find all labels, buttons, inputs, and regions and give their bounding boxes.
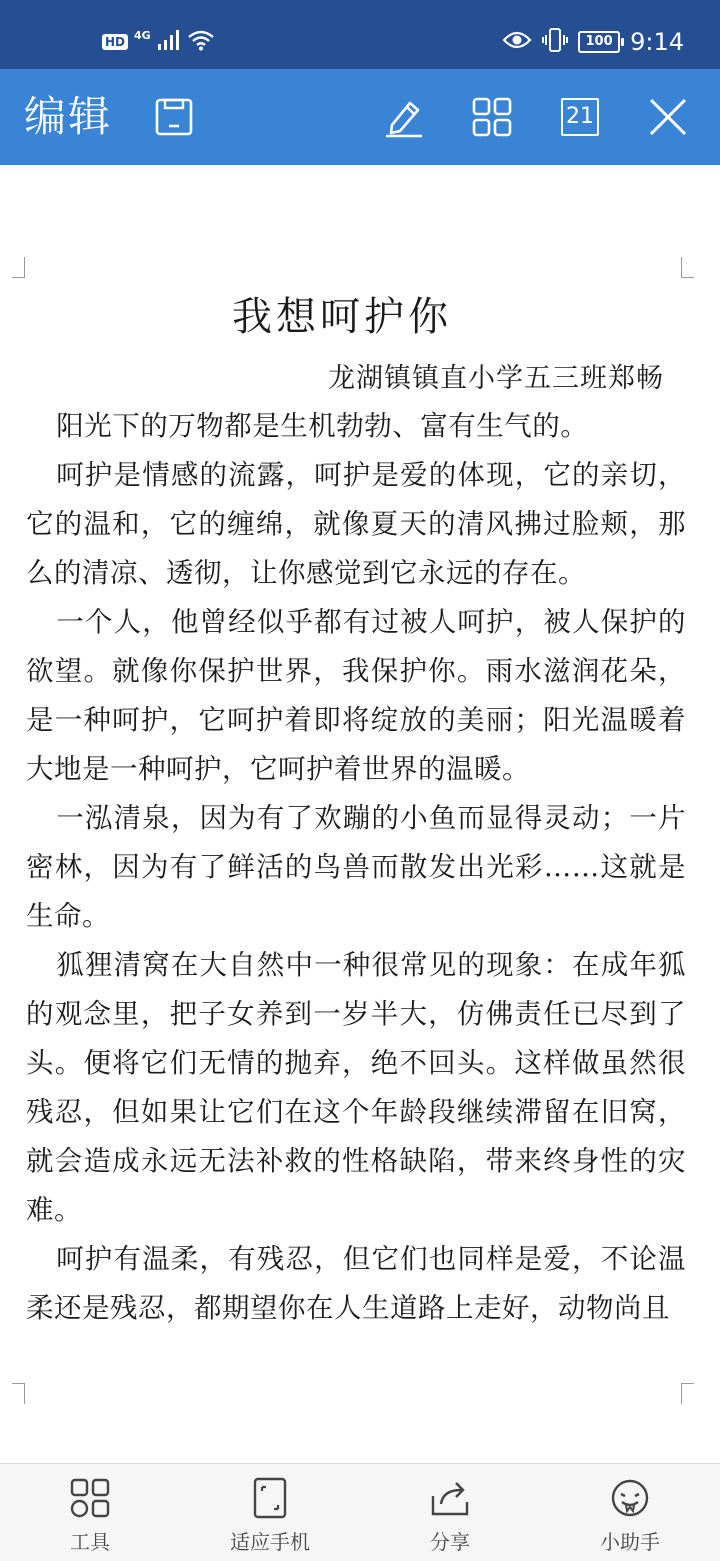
paragraph: 一泓清泉，因为有了欢蹦的小鱼而显得灵动；一片密林，因为有了鲜活的鸟兽而散发出光彩……这就是生命。 [26, 802, 686, 932]
pen-icon[interactable] [382, 95, 426, 139]
hd-badge: HD [102, 34, 128, 50]
fit-screen-icon [248, 1476, 292, 1520]
clock: 9:14 [630, 28, 684, 56]
tools-label: 工具 [70, 1530, 110, 1554]
eye-icon [502, 29, 532, 55]
corner-mark-top-left [12, 257, 25, 278]
share-button[interactable] [370, 1464, 530, 1561]
bottom-toolbar [0, 1463, 720, 1561]
paragraph: 一个人，他曾经似乎都有过被人呵护，被人保护的欲望。就像你保护世界，我保护你。雨水滋润花朵，是一种呵护，它呵护着即将绽放的美丽；阳光温暖着大地是一种呵护，它呵护着世界的温暖。 [26, 606, 686, 785]
document-page[interactable] [0, 165, 720, 1463]
corner-mark-top-right [681, 257, 694, 278]
status-right [502, 24, 684, 60]
tools-icon [68, 1476, 112, 1520]
tools-button[interactable] [10, 1464, 170, 1561]
document-title: 我想呵护你 [232, 294, 452, 340]
assistant-label: 小助手 [600, 1530, 660, 1554]
paragraph: 狐狸清窝在大自然中一种很常见的现象：在成年狐的观念里，把子女养到一岁半大，仿佛责任已尽到了头。便将它们无情的抛弃，绝不回头。这样做虽然很残忍，但如果让它们在这个年龄段继续滞留在旧窝，就会造成永远无法补救的性格缺陷，带来终身性的灾难。 [26, 949, 686, 1226]
grid-icon[interactable] [470, 95, 514, 139]
document-body [26, 402, 686, 1333]
signal-icon [157, 29, 181, 55]
status-left [102, 28, 215, 56]
vibrate-icon [542, 27, 568, 57]
fit-screen-label: 适应手机 [230, 1530, 310, 1554]
status-bar [0, 0, 720, 80]
wifi-icon [187, 29, 215, 55]
close-icon[interactable] [646, 95, 690, 139]
page-number-icon[interactable] [558, 95, 602, 139]
document-author: 龙湖镇镇直小学五三班郑畅 [328, 363, 664, 394]
save-icon[interactable] [152, 95, 196, 139]
fit-screen-button[interactable] [190, 1464, 350, 1561]
corner-mark-bottom-left [12, 1383, 25, 1404]
share-label: 分享 [430, 1530, 470, 1554]
battery-indicator: 100 [578, 31, 620, 53]
assistant-button[interactable] [550, 1464, 710, 1561]
paragraph: 呵护是情感的流露，呵护是爱的体现，它的亲切，它的温和，它的缠绵，就像夏天的清风拂过脸颊，那么的清凉、透彻，让你感觉到它永远的存在。 [26, 459, 686, 589]
page-number-badge: 21 [561, 98, 599, 136]
assistant-icon [608, 1476, 652, 1520]
network-label: 4G [134, 28, 151, 42]
paragraph: 呵护有温柔，有残忍，但它们也同样是爱，不论温柔还是残忍，都期望你在人生道路上走好，动物尚且 [26, 1243, 686, 1324]
edit-button[interactable]: 编辑 [24, 92, 113, 141]
corner-mark-bottom-right [681, 1383, 694, 1404]
edit-toolbar [0, 69, 720, 165]
share-icon [428, 1476, 472, 1520]
paragraph: 阳光下的万物都是生机勃勃、富有生气的。 [56, 410, 589, 442]
